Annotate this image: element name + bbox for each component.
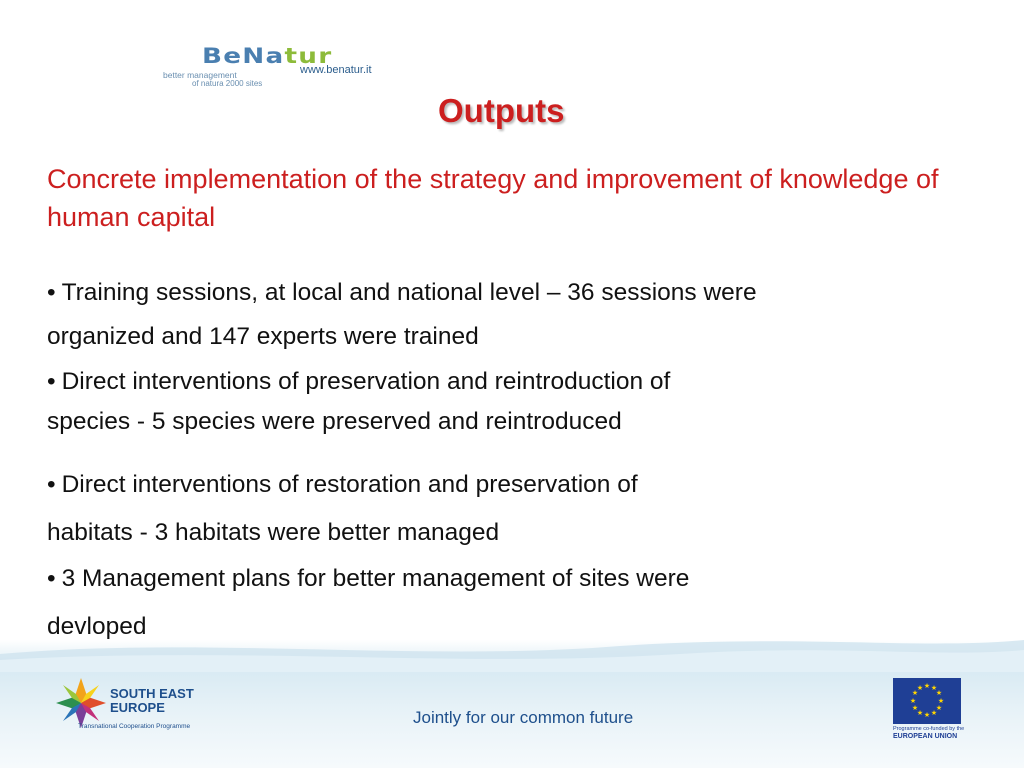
bullet-line-1: 3 Management plans for better management of sites were: [61, 565, 690, 592]
bullet-item-training: [47, 276, 997, 354]
benatur-tagline-2: of natura 2000 sites: [192, 79, 263, 88]
south-east-europe-logo: [54, 676, 214, 736]
svg-text:★: ★: [923, 682, 931, 690]
benatur-wordmark-part1: BeNa: [202, 44, 285, 68]
svg-text:★: ★: [916, 709, 924, 717]
svg-text:★: ★: [923, 711, 931, 719]
eu-name-text: EUROPEAN UNION: [893, 733, 958, 740]
eu-cofunding-logo: [893, 678, 963, 742]
benatur-url: www.benatur.it: [300, 64, 372, 76]
see-logo-line-1: SOUTH EAST: [110, 686, 194, 701]
bullet-line-2: species - 5 species were preserved and reintroduced: [47, 408, 622, 435]
bullet-line-2: habitats - 3 habitats were better managed: [47, 519, 500, 546]
slide-subtitle: Concrete implementation of the strategy and improvement of knowledge of human capital: [47, 164, 939, 232]
eu-flag-icon: [893, 678, 961, 724]
bullet-item-habitats: [47, 468, 997, 550]
svg-text:★: ★: [909, 697, 917, 705]
svg-text:★: ★: [930, 684, 938, 692]
benatur-logo: [160, 44, 400, 90]
svg-text:★: ★: [937, 697, 945, 705]
slide-title: Outputs: [438, 92, 565, 129]
footer-wave: [0, 632, 1024, 672]
bullet-dot-icon: •: [47, 368, 56, 395]
eu-cofunded-text: Programme co-funded by the: [893, 726, 965, 732]
bullet-item-species: [47, 365, 997, 439]
svg-text:★: ★: [911, 704, 919, 712]
svg-text:★: ★: [911, 689, 919, 697]
see-logo-line-3: Transnational Cooperation Programme: [78, 723, 191, 730]
benatur-wordmark-part2: tur: [284, 44, 333, 68]
footer-slogan: Jointly for our common future: [413, 708, 634, 727]
svg-text:★: ★: [935, 689, 943, 697]
bullet-dot-icon: •: [47, 279, 56, 306]
bullet-line-2: organized and 147 experts were trained: [47, 323, 479, 350]
bullet-line-1: Direct interventions of preservation and reintroduction of: [61, 368, 671, 395]
bullet-line-1: Training sessions, at local and national level – 36 sessions were: [61, 279, 757, 306]
svg-text:★: ★: [930, 709, 938, 717]
svg-text:★: ★: [935, 704, 943, 712]
svg-text:★: ★: [916, 684, 924, 692]
bullet-line-2: devloped: [47, 613, 147, 640]
benatur-tagline-1: better management: [163, 70, 237, 80]
see-logo-line-2: EUROPE: [110, 700, 165, 715]
compass-star-icon: [54, 676, 108, 730]
bullet-dot-icon: •: [47, 471, 56, 498]
bullet-dot-icon: •: [47, 565, 56, 592]
bullet-line-1: Direct interventions of restoration and preservation of: [61, 471, 638, 498]
